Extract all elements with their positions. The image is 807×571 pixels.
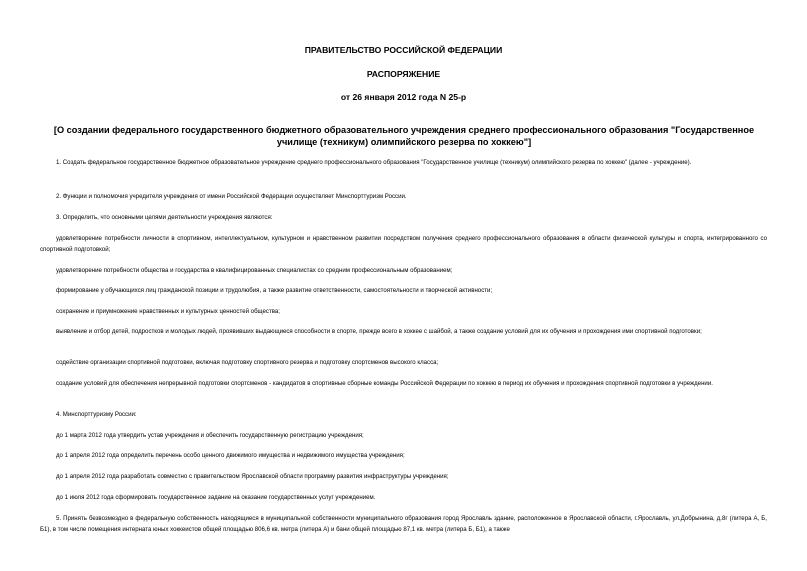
- paragraph-task-4: до 1 июля 2012 года сформировать государственное задание на оказание государственных услуг учреждением.: [56, 494, 376, 501]
- paragraph-goal-1: удовлетворение потребности личности в спортивном, интеллектуальном, культурном и нравственном развитии посредством получения среднего профессионального образования в области физической культуры и спорта, интегрированного со спортивной подготовкой;: [40, 235, 767, 253]
- paragraph-goal-7: создание условий для обеспечения непрерывной подготовки спортсменов - кандидатов в спортивные сборные команды Российской Федерации по хоккею в период их обучения и прохождения спортивной подготовки в учреждении.: [56, 380, 713, 387]
- paragraph-task-1: до 1 марта 2012 года утвердить устав учреждения и обеспечить государственную регистрацию учреждения;: [56, 432, 364, 439]
- paragraph-1: 1. Создать федеральное государственное бюджетное образовательное учреждение среднего профессионального образования "Государственное училище (техникум) олимпийского резерва по хоккею" (далее - учреждение).: [56, 159, 692, 166]
- paragraph-2: 2. Функции и полномочия учредителя учреждения от имени Российской Федерации осуществляет Минспорттуризм России.: [56, 193, 407, 200]
- paragraph-3: 3. Определить, что основными целями деятельности учреждения являются:: [56, 214, 273, 221]
- paragraph-task-2: до 1 апреля 2012 года определить перечень особо ценного движимого имущества и недвижимого имущества учреждения;: [56, 452, 405, 459]
- paragraph-goal-5: выявление и отбор детей, подростков и молодых людей, проявивших выдающиеся способности в спорте, прежде всего в хоккее с шайбой, а также создание условий для их обучения и прохождения ими спортивной подготовки;: [56, 328, 702, 335]
- paragraph-goal-3: формирование у обучающихся лиц гражданской позиции и трудолюбия, а также развитие ответственности, самостоятельности и творческой активности;: [56, 287, 493, 294]
- document-type-heading: РАСПОРЯЖЕНИЕ: [366, 69, 441, 79]
- paragraph-5: 5. Принять безвозмездно в федеральную собственность находящиеся в муниципальной собственности муниципального образования город Ярославль здание, расположенное в Ярославской области, г.Ярославль, ул.Добрынина, д.8г (литера А, Б, Б1), в том числе помещения интерната юных хоккеистов общей площадью 806,6 кв. метра (литера А) и бани общей площадью 87,1 кв. метра (литера Б, Б1), а также: [40, 515, 767, 533]
- paragraph-task-3: до 1 апреля 2012 года разработать совместно с правительством Ярославской области программу развития инфраструктуры учреждения;: [56, 473, 449, 480]
- document-date-number: от 26 января 2012 года N 25-р: [340, 92, 467, 102]
- paragraph-goal-4: сохранение и приумножение нравственных и культурных ценностей общества;: [56, 308, 280, 315]
- government-heading: ПРАВИТЕЛЬСТВО РОССИЙСКОЙ ФЕДЕРАЦИИ: [304, 45, 503, 55]
- paragraph-goal-2: удовлетворение потребности общества и государства в квалифицированных специалистах со средним профессиональным образованием;: [56, 267, 453, 274]
- paragraph-4: 4. Минспорттуризму России:: [56, 411, 137, 418]
- paragraph-goal-6: содействие организации спортивной подготовки, включая подготовку спортивного резерва и подготовку спортсменов высокого класса;: [56, 359, 439, 366]
- document-title: [О создании федерального государственного бюджетного образовательного учреждения среднего профессионального образования "Государственное училище (техникум) олимпийского резерва по хоккею"]: [53, 125, 755, 147]
